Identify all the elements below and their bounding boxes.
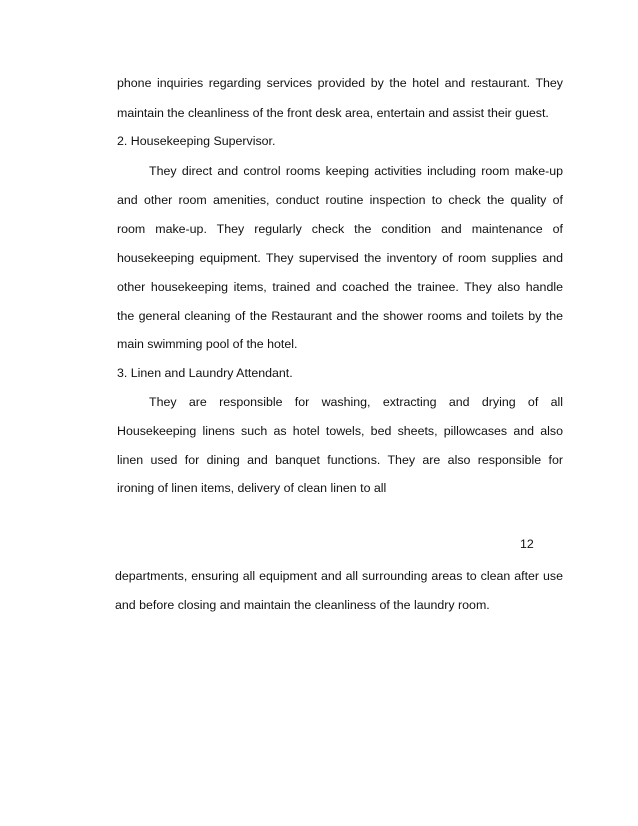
- paragraph-line: and before closing and maintain the cleanliness of the laundry room.: [115, 598, 490, 612]
- list-heading-linen-laundry-attendant: 3. Linen and Laundry Attendant.: [117, 366, 293, 380]
- paragraph-line: and other room amenities, conduct routine inspection to check the quality of: [117, 193, 563, 207]
- paragraph-line: departments, ensuring all equipment and all surrounding areas to clean after use: [115, 569, 563, 583]
- paragraph-line: main swimming pool of the hotel.: [117, 337, 298, 351]
- page-number: 12: [520, 537, 534, 551]
- paragraph-line: the general cleaning of the Restaurant and the shower rooms and toilets by the: [117, 309, 563, 323]
- paragraph-line: housekeeping equipment. They supervised the inventory of room supplies and: [117, 251, 563, 265]
- list-heading-housekeeping-supervisor: 2. Housekeeping Supervisor.: [117, 134, 276, 148]
- paragraph-line: They are responsible for washing, extracting and drying of all: [149, 395, 563, 409]
- paragraph-line: linen used for dining and banquet functions. They are also responsible for: [117, 453, 563, 467]
- paragraph-line: room make-up. They regularly check the condition and maintenance of: [117, 222, 563, 236]
- paragraph-line: maintain the cleanliness of the front desk area, entertain and assist their guest.: [117, 106, 549, 120]
- paragraph-line: Housekeeping linens such as hotel towels, bed sheets, pillowcases and also: [117, 424, 563, 438]
- paragraph-line: ironing of linen items, delivery of clean linen to all: [117, 481, 387, 495]
- paragraph-line: other housekeeping items, trained and coached the trainee. They also handle: [117, 280, 563, 294]
- paragraph-line: They direct and control rooms keeping activities including room make-up: [149, 164, 563, 178]
- paragraph-line: phone inquiries regarding services provided by the hotel and restaurant. They: [117, 76, 563, 90]
